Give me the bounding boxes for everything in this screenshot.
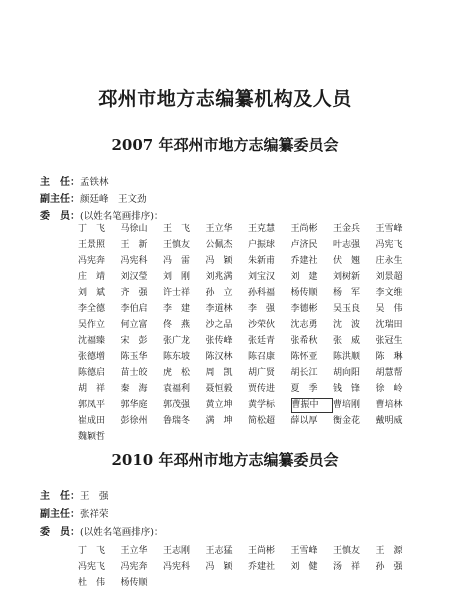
member-name: 王克慧 bbox=[248, 224, 276, 234]
member-name: 冯宪科 bbox=[120, 256, 148, 266]
member-name: 胡向阳 bbox=[333, 368, 361, 378]
member-name: 李德彬 bbox=[290, 304, 318, 314]
member-name: 陈洪顺 bbox=[333, 352, 361, 362]
member-name: 虎 松 bbox=[163, 368, 191, 378]
member-name: 简松超 bbox=[248, 416, 276, 426]
member-name: 刘宝汉 bbox=[248, 272, 276, 282]
member-name: 王慎友 bbox=[163, 240, 191, 250]
member-name: 陈德启 bbox=[78, 368, 106, 378]
member-name: 丁 飞 bbox=[78, 224, 106, 234]
member-name: 孙 立 bbox=[205, 288, 233, 298]
member-name: 苗士皎 bbox=[120, 368, 148, 378]
member-name: 张广龙 bbox=[163, 336, 191, 346]
member-name: 陈东坡 bbox=[163, 352, 191, 362]
member-name: 李 强 bbox=[248, 304, 276, 314]
member-name: 户振球 bbox=[248, 240, 276, 250]
section-2007-members-list bbox=[78, 222, 418, 445]
member-name: 李伯启 bbox=[120, 304, 148, 314]
section-2007-chair bbox=[40, 176, 109, 189]
member-name: 郭华庭 bbox=[120, 400, 148, 410]
member-name: 杨传顺 bbox=[290, 288, 318, 298]
member-name: 孙 强 bbox=[375, 562, 403, 572]
member-name: 袁福利 bbox=[163, 384, 191, 394]
member-name: 衡金花 bbox=[333, 416, 361, 426]
member-name: 马徐山 bbox=[120, 224, 148, 234]
chair-name: 孟铁林 bbox=[80, 177, 109, 188]
member-name: 冯宪科 bbox=[163, 562, 191, 572]
member-name: 李全德 bbox=[78, 304, 106, 314]
member-name: 彭徐州 bbox=[120, 416, 148, 426]
member-name: 乔建社 bbox=[290, 256, 318, 266]
section-2010-vice-chair bbox=[40, 508, 109, 521]
section-2007-vice-chair bbox=[40, 193, 147, 206]
member-name: 沈志勇 bbox=[290, 320, 318, 330]
vice-chair-label: 副主任： bbox=[40, 509, 80, 520]
members-note: (以姓名笔画排序)： bbox=[80, 527, 164, 538]
member-name: 杨 军 bbox=[333, 288, 361, 298]
member-name: 戴明威 bbox=[375, 416, 403, 426]
member-name: 沙荣伙 bbox=[248, 320, 276, 330]
member-name: 曹培林 bbox=[375, 400, 403, 410]
member-name: 王志猛 bbox=[205, 546, 233, 556]
member-name: 刘树新 bbox=[333, 272, 361, 282]
member-name: 杜 伟 bbox=[78, 578, 106, 588]
member-name: 庄 靖 bbox=[78, 272, 106, 282]
member-name: 刘 健 bbox=[290, 562, 318, 572]
member-name: 刘景超 bbox=[375, 272, 403, 282]
member-name: 黄学标 bbox=[248, 400, 276, 410]
member-name: 李 建 bbox=[163, 304, 191, 314]
chair-label: 主 任： bbox=[40, 491, 80, 502]
section-2010-members-list bbox=[78, 544, 418, 591]
member-name: 庄永生 bbox=[375, 256, 403, 266]
member-name: 崔成田 bbox=[78, 416, 106, 426]
member-name: 李文维 bbox=[375, 288, 403, 298]
member-name: 张 威 bbox=[333, 336, 361, 346]
member-name: 王景照 bbox=[78, 240, 106, 250]
member-name: 沈福臻 bbox=[78, 336, 106, 346]
member-name: 卢济民 bbox=[290, 240, 318, 250]
member-name: 冯宪飞 bbox=[78, 562, 106, 572]
members-note: (以姓名笔画排序)： bbox=[80, 211, 164, 222]
member-name: 陈怀亚 bbox=[290, 352, 318, 362]
member-name: 冯 颖 bbox=[205, 256, 233, 266]
member-name: 黄立坤 bbox=[205, 400, 233, 410]
member-name: 刘汉瑩 bbox=[120, 272, 148, 282]
member-name: 叶志强 bbox=[333, 240, 361, 250]
member-name: 朱新甫 bbox=[248, 256, 276, 266]
member-name: 齐 强 bbox=[120, 288, 148, 298]
member-name: 沙之品 bbox=[205, 320, 233, 330]
member-name: 丁 飞 bbox=[78, 546, 106, 556]
member-name: 吴 伟 bbox=[375, 304, 403, 314]
member-name: 陈汉林 bbox=[205, 352, 233, 362]
member-name: 张希秋 bbox=[290, 336, 318, 346]
member-name: 沈瑞田 bbox=[375, 320, 403, 330]
member-name: 王志刚 bbox=[163, 546, 191, 556]
members-label: 委 员： bbox=[40, 211, 80, 222]
member-name: 曹振中 bbox=[291, 398, 334, 413]
vice-chair-names: 颜廷峰 王文劲 bbox=[80, 194, 147, 205]
member-name: 张廷青 bbox=[248, 336, 276, 346]
member-name: 夏 季 bbox=[290, 384, 318, 394]
member-name: 王 新 bbox=[120, 240, 148, 250]
section-2010-members-heading bbox=[40, 526, 163, 539]
member-name: 冯宪奔 bbox=[120, 562, 148, 572]
member-name: 徐 岭 bbox=[375, 384, 403, 394]
member-name: 王尚彬 bbox=[290, 224, 318, 234]
member-name: 冯 雷 bbox=[163, 256, 191, 266]
member-name: 曹培刚 bbox=[333, 400, 361, 410]
member-name: 汤 祥 bbox=[333, 562, 361, 572]
member-name: 刘 刚 bbox=[163, 272, 191, 282]
member-name: 胡广贤 bbox=[248, 368, 276, 378]
section-2010-heading: 2010 年邳州市地方志编纂委员会 bbox=[111, 451, 339, 469]
member-name: 宋 彭 bbox=[120, 336, 148, 346]
member-name: 公佩杰 bbox=[205, 240, 233, 250]
member-name: 魏颖哲 bbox=[78, 432, 106, 442]
member-name: 王雪峰 bbox=[290, 546, 318, 556]
member-name: 胡慧帮 bbox=[375, 368, 403, 378]
member-name: 刘 斌 bbox=[78, 288, 106, 298]
section-2007-heading: 2007 年邳州市地方志编纂委员会 bbox=[111, 136, 339, 154]
vice-chair-names: 张祥荣 bbox=[80, 509, 109, 520]
member-name: 郭凤平 bbox=[78, 400, 106, 410]
member-name: 聂恒毅 bbox=[205, 384, 233, 394]
member-name: 张冠生 bbox=[375, 336, 403, 346]
member-name: 陈玉华 bbox=[120, 352, 148, 362]
member-name: 何立富 bbox=[120, 320, 148, 330]
member-name: 钱 锋 bbox=[333, 384, 361, 394]
member-name: 秦 海 bbox=[120, 384, 148, 394]
member-name: 胡 祥 bbox=[78, 384, 106, 394]
page-title: 邳州市地方志编纂机构及人员 bbox=[98, 88, 352, 110]
member-name: 王立华 bbox=[205, 224, 233, 234]
member-name: 刘兆满 bbox=[205, 272, 233, 282]
member-name: 许士祥 bbox=[163, 288, 191, 298]
chair-label: 主 任： bbox=[40, 177, 80, 188]
member-name: 王 源 bbox=[375, 546, 403, 556]
member-name: 吴玉良 bbox=[333, 304, 361, 314]
member-name: 张传峰 bbox=[205, 336, 233, 346]
member-name: 王金兵 bbox=[333, 224, 361, 234]
member-name: 吴作立 bbox=[78, 320, 106, 330]
member-name: 冯宪飞 bbox=[375, 240, 403, 250]
member-name: 胡长江 bbox=[290, 368, 318, 378]
member-name: 王立华 bbox=[120, 546, 148, 556]
member-name: 陈 琳 bbox=[375, 352, 403, 362]
member-name: 孙科福 bbox=[248, 288, 276, 298]
member-name: 伏 翘 bbox=[333, 256, 361, 266]
member-name: 王尚彬 bbox=[248, 546, 276, 556]
member-name: 周 凯 bbox=[205, 368, 233, 378]
member-name: 薛以厚 bbox=[290, 416, 318, 426]
member-name: 张德增 bbox=[78, 352, 106, 362]
member-name: 杨传顺 bbox=[120, 578, 148, 588]
member-name: 郭茂强 bbox=[163, 400, 191, 410]
member-name: 王雪峰 bbox=[375, 224, 403, 234]
member-name: 冯 颖 bbox=[205, 562, 233, 572]
member-name: 王 飞 bbox=[163, 224, 191, 234]
member-name: 佟 燕 bbox=[163, 320, 191, 330]
member-name: 刘 建 bbox=[290, 272, 318, 282]
members-label: 委 员： bbox=[40, 527, 80, 538]
section-2010-chair bbox=[40, 490, 109, 503]
member-name: 乔建社 bbox=[248, 562, 276, 572]
chair-name: 王 强 bbox=[80, 491, 109, 502]
member-name: 贾传进 bbox=[248, 384, 276, 394]
member-name: 陈召康 bbox=[248, 352, 276, 362]
member-name: 鲁瑞冬 bbox=[163, 416, 191, 426]
member-name: 满 坤 bbox=[205, 416, 233, 426]
member-name: 李道林 bbox=[205, 304, 233, 314]
member-name: 王慎友 bbox=[333, 546, 361, 556]
member-name: 沈 波 bbox=[333, 320, 361, 330]
member-name: 冯宪奔 bbox=[78, 256, 106, 266]
vice-chair-label: 副主任： bbox=[40, 194, 80, 205]
